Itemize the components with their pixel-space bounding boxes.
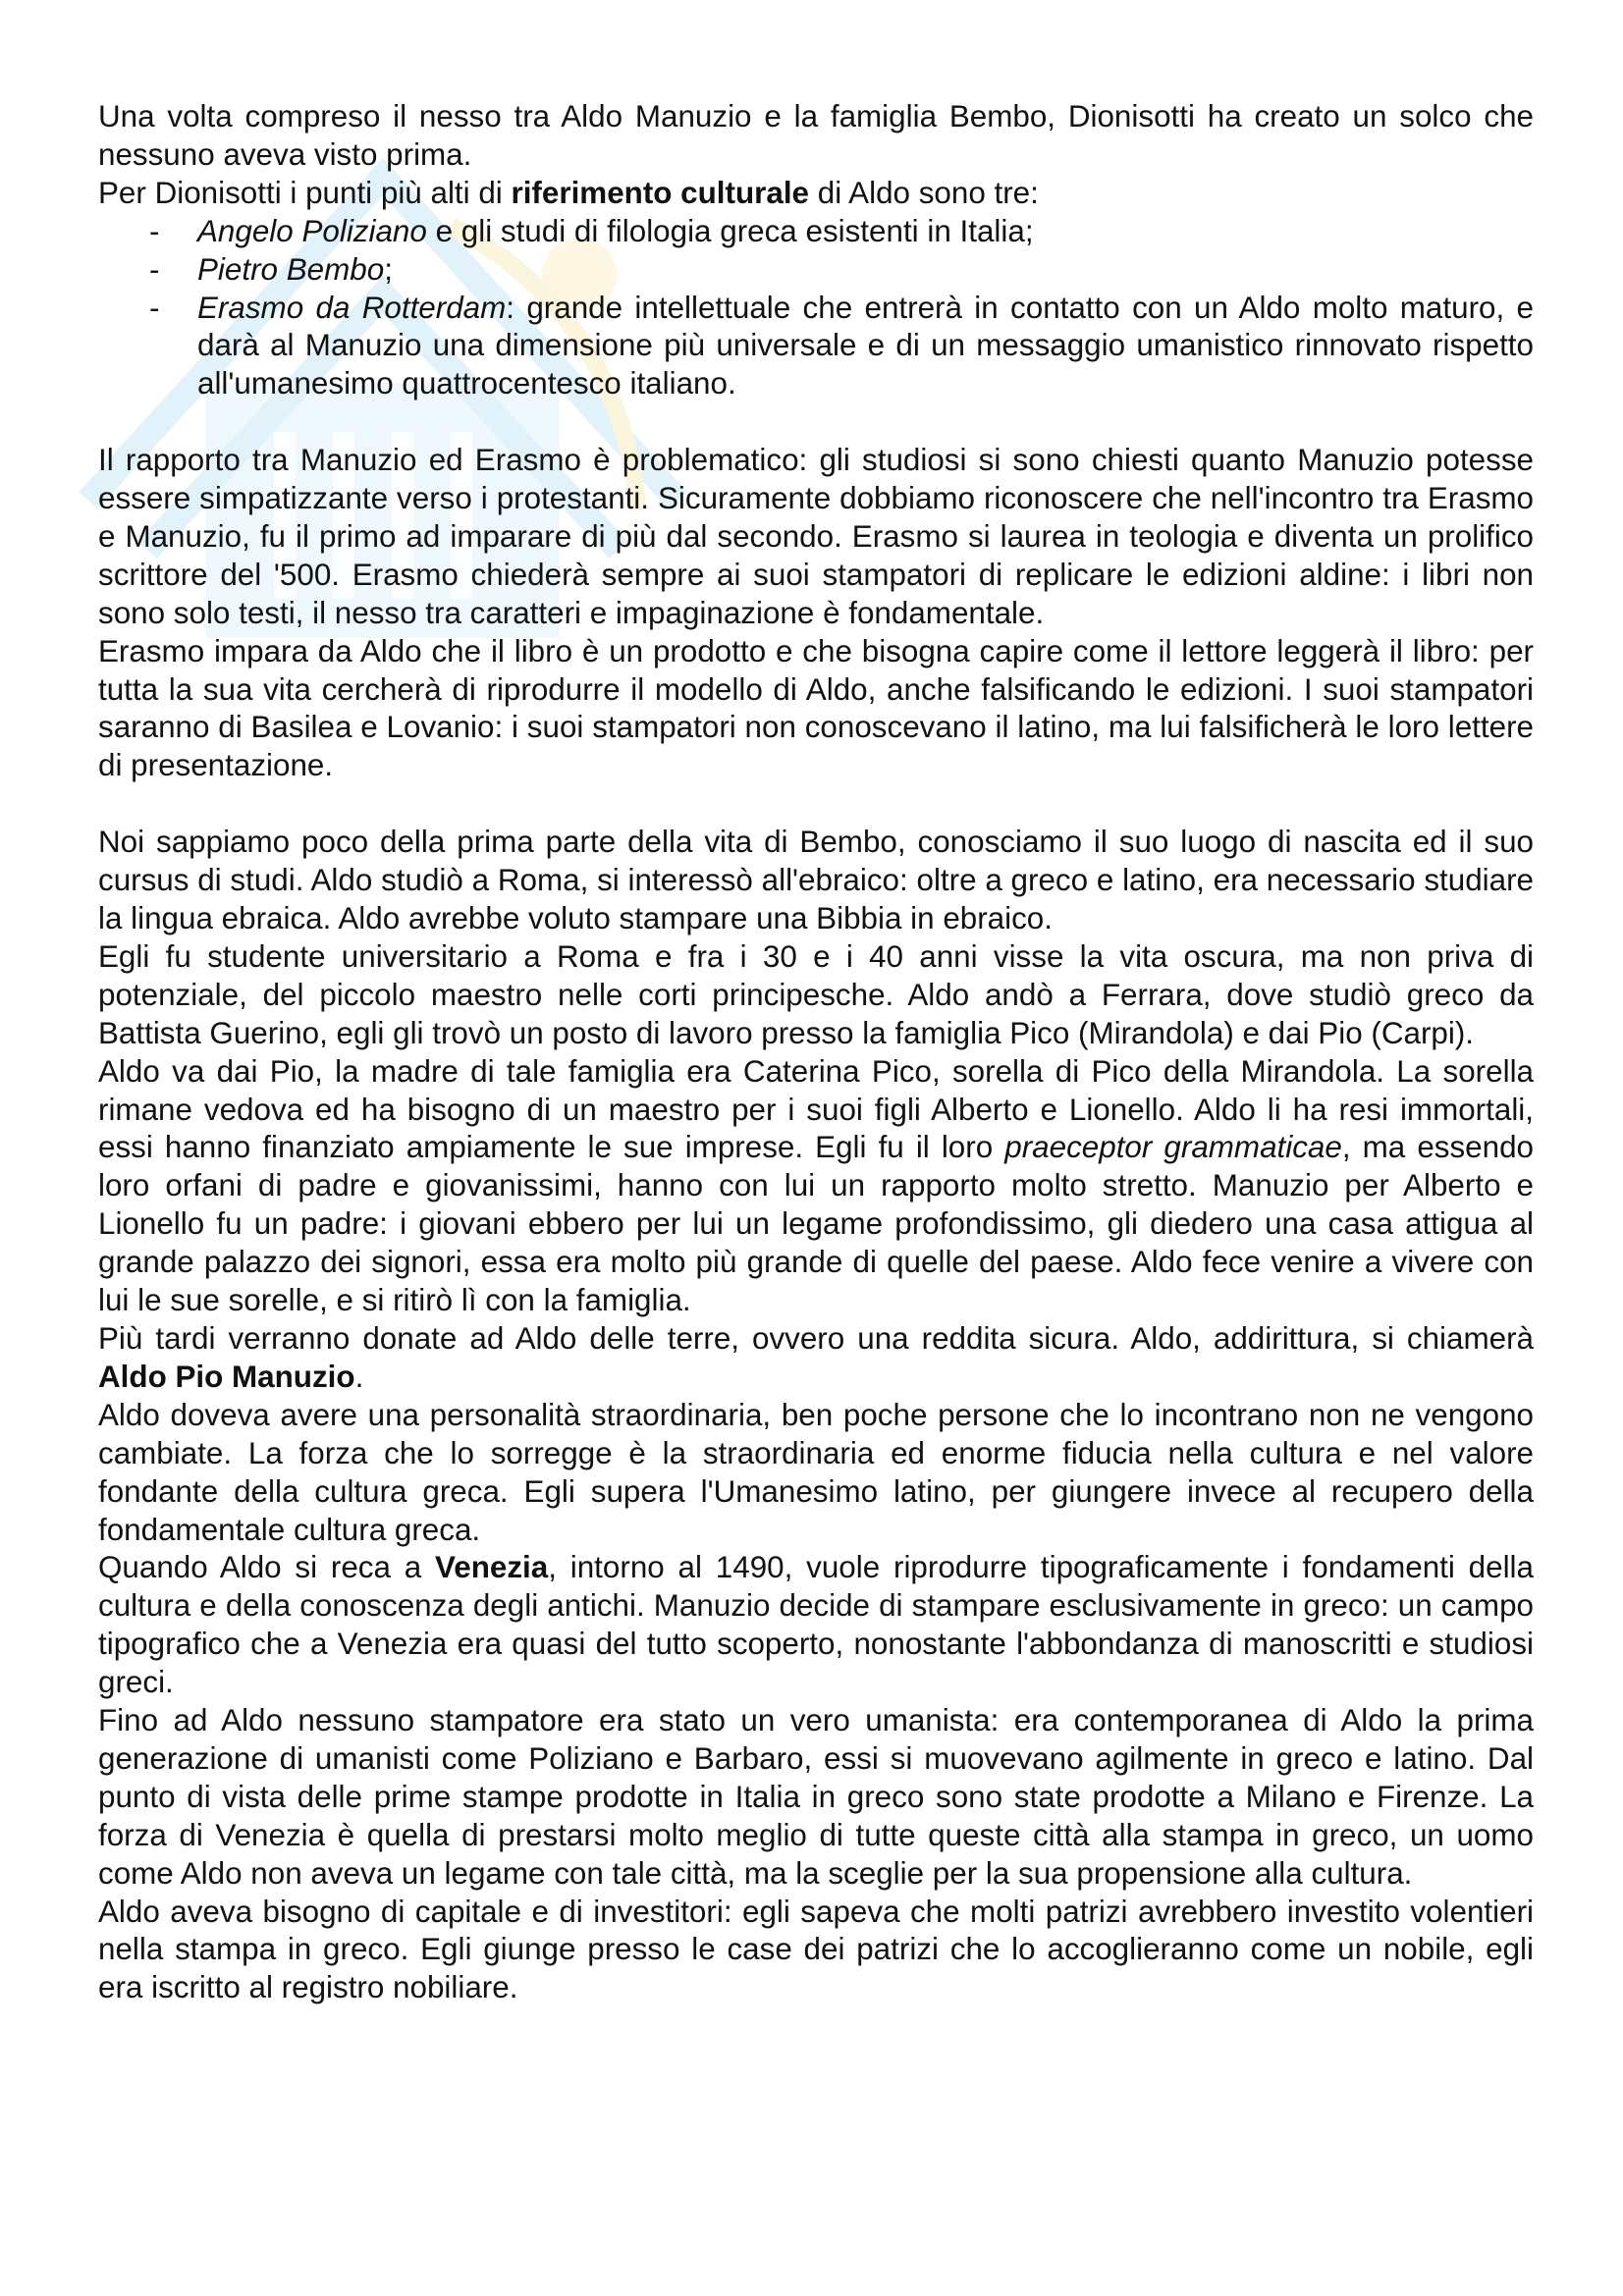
paragraph-investors [98,1894,1534,2008]
paragraph-text-before: Più tardi verranno donate ad Aldo delle terre, ovvero una reddita sicura. Aldo, addirittura, si chiamerà [98,1320,1534,1356]
paragraph-references [98,175,1534,213]
list-item-name: Pietro Bembo [197,251,385,287]
paragraph-erasmus-learning [98,633,1534,786]
paragraph-text-after: . [354,1359,364,1394]
paragraph-text-before: Aldo va dai Pio, la madre di tale famiglia era Caterina Pico, sorella di Pico della Mirandola. La sorella rimane vedova ed ha bisogno di un maestro per i suoi figli Alberto e Lionello. Aldo li ha resi immortali, essi hanno finanziato ampiamente le sue imprese. Egli fu il loro [98,1053,1534,1165]
paragraph-gap [98,403,1534,442]
references-bold-term: riferimento culturale [511,175,810,210]
paragraph-gap [98,785,1534,824]
paragraph-text: Erasmo impara da Aldo che il libro è un prodotto e che bisogna capire come il lettore leggerà il libro: per tutta la sua vita cercherà di riprodurre il modello di Aldo, anche falsificando le edizioni. I suoi stampatori saranno di Basilea e Lovanio: i suoi stampatori non conoscevano il latino, ma lui falsificherà le loro lettere di presentazione. [98,633,1534,783]
paragraph-lands [98,1320,1534,1397]
paragraph-student [98,938,1534,1053]
paragraph-italic-term: praeceptor grammaticae [1004,1130,1342,1165]
paragraph-bembo-life [98,824,1534,938]
paragraph-text: Egli fu studente universitario a Roma e fra i 30 e i 40 anni visse la vita oscura, ma non priva di potenziale, del piccolo maestro nelle corti principesche. Aldo andò a Ferrara, dove studiò greco da Battista Guerino, egli gli trovò un posto di lavoro presso la famiglia Pico (Mirandola) e dai Pio (Carpi). [98,938,1534,1050]
paragraph-text-before: Quando Aldo si reca a [98,1550,436,1585]
paragraph-text: Il rapporto tra Manuzio ed Erasmo è problematico: gli studiosi si sono chiesti quanto Manuzio potesse essere simpatizzante verso i protestanti. Sicuramente dobbiamo riconoscere che nell'incontro tra Erasmo e Manuzio, fu il primo ad imparare di più dal secondo. Erasmo si laurea in teologia e diventa un prolifico scrittore del '500. Erasmo chiederà sempre ai suoi stampatori di replicare le edizioni aldine: i libri non sono solo testi, il nesso tra caratteri e impaginazione è fondamentale. [98,443,1534,630]
list-item [98,213,1534,251]
list-item [98,290,1534,404]
paragraph-text: Noi sappiamo poco della prima parte della vita di Bembo, conosciamo il suo luogo di nascita ed il suo cursus di studi. Aldo studiò a Roma, si interessò all'ebraico: oltre a greco e latino, era necessario studiare la lingua ebraica. Aldo avrebbe voluto stampare una Bibbia in ebraico. [98,825,1534,935]
paragraph-text-after: , ma essendo loro orfani di padre e giovanissimi, hanno con lui un rapporto molto stretto. Manuzio per Alberto e Lionello fu un padre: i giovani ebbero per lui un legame profondissimo, gli diedero una casa attigua al grande palazzo dei signori, essa era molto più grande di quelle del paese. Aldo fece venire a vivere con lui le sue sorelle, e si ritirò lì con la famiglia. [98,1130,1534,1318]
document-body [98,98,1534,2007]
list-item-text: ; [384,251,393,287]
paragraph-humanist-printer [98,1702,1534,1894]
paragraph-text-after: , intorno al 1490, vuole riprodurre tipograficamente i fondamenti della cultura e della conoscenza degli antichi. Manuzio decide di stampare esclusivamente in greco: un campo tipografico che a Venezia era quasi del tutto scoperto, nonostante l'abbondanza di manoscritti e studiosi greci. [98,1550,1534,1700]
paragraph-bold-place: Venezia [435,1550,549,1585]
paragraph-intro [98,98,1534,175]
list-item-name: Angelo Poliziano [197,213,427,248]
paragraph-text: Aldo doveva avere una personalità straordinaria, ben poche persone che lo incontrano non ne vengono cambiate. La forza che lo sorregge è la straordinaria ed enorme fiducia nella cultura e nel valore fondante della cultura greca. Egli supera l'Umanesimo latino, per giungere invece al recupero della fondamentale cultura greca. [98,1397,1534,1547]
references-list [98,213,1534,404]
paragraph-venice [98,1549,1534,1702]
paragraph-text: Aldo aveva bisogno di capitale e di investitori: egli sapeva che molti patrizi avrebbero investito volentieri nella stampa in greco. Egli giunge presso le case dei patrizi che lo accoglieranno come un nobile, egli era iscritto al registro nobiliare. [98,1894,1534,2005]
paragraph-bold-name: Aldo Pio Manuzio [98,1359,355,1394]
paragraph-intro-text: Una volta compreso il nesso tra Aldo Manuzio e la famiglia Bembo, Dionisotti ha creato un solco che nessuno aveva visto prima. [98,99,1534,172]
paragraph-text: Fino ad Aldo nessuno stampatore era stato un vero umanista: era contemporanea di Aldo la prima generazione di umanisti come Poliziano e Barbaro, essi si muovevano agilmente in greco e latino. Dal punto di vista delle prime stampe prodotte in Italia in greco sono state prodotte a Milano e Firenze. La forza di Venezia è quella di prestarsi molto meglio di tutte queste città alla stampa in greco, un uomo come Aldo non aveva un legame con tale città, ma la sceglie per la sua propensione alla cultura. [98,1703,1534,1891]
list-item-name: Erasmo da Rotterdam [197,290,507,325]
list-item [98,251,1534,290]
paragraph-erasmus-relation [98,442,1534,633]
references-text-before: Per Dionisotti i punti più alti di [98,175,512,210]
paragraph-pio-family [98,1053,1534,1320]
references-text-after: di Aldo sono tre: [809,175,1039,210]
paragraph-personality [98,1397,1534,1550]
list-item-text: e gli studi di filologia greca esistenti in Italia; [426,213,1034,248]
list-item-text: : grande intellettuale che entrerà in contatto con un Aldo molto maturo, e darà al Manuzio una dimensione più universale e di un messaggio umanistico rinnovato rispetto all'umanesimo quattrocentesco italiano. [197,290,1534,401]
